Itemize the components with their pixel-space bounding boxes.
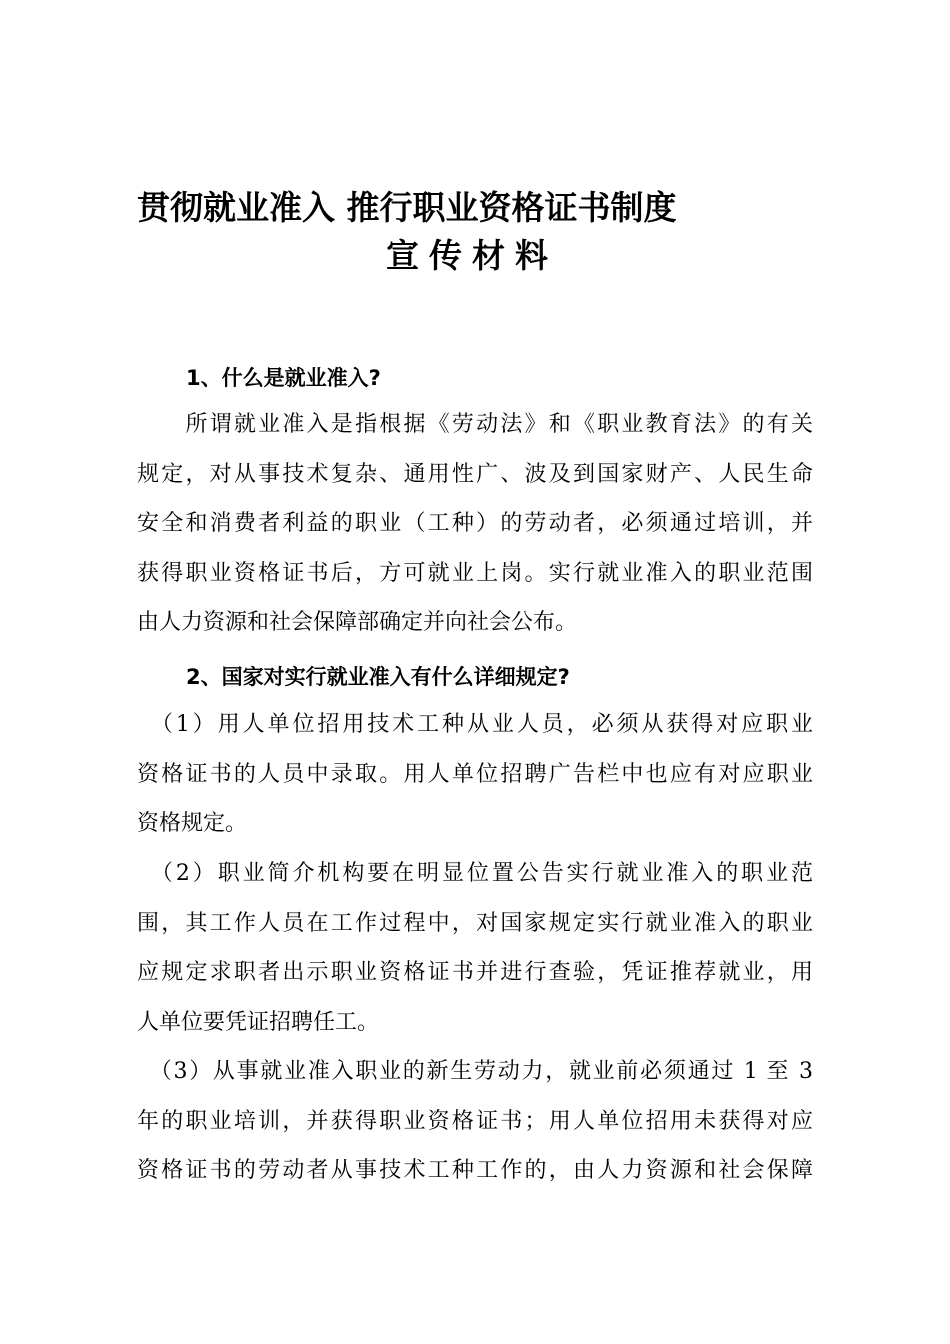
section-2-heading: 2、国家对实行就业准入有什么详细规定? (186, 665, 570, 689)
paragraph-line: 年的职业培训，并获得职业资格证书；用人单位招用未获得对应 (137, 1108, 813, 1134)
paragraph-line: 应规定求职者出示职业资格证书并进行查验，凭证推荐就业，用 (137, 960, 813, 985)
section-1-heading: 1、什么是就业准入? (186, 366, 381, 390)
paragraph-line: 获得职业资格证书后，方可就业上岗。实行就业准入的职业范围 (137, 560, 813, 586)
paragraph-line: 规定，对从事技术复杂、通用性广、波及到国家财产、人民生命 (137, 461, 813, 487)
paragraph-line: （1）用人单位招用技术工种从业人员，必须从获得对应职业 (137, 712, 813, 737)
paragraph-line: 资格证书的人员中录取。用人单位招聘广告栏中也应有对应职业 (137, 761, 813, 787)
document-title-line-1: 贯彻就业准入 推行职业资格证书制度 (137, 188, 677, 227)
paragraph-line: （3）从事就业准入职业的新生劳动力，就业前必须通过 1 至 3 (137, 1059, 813, 1084)
paragraph-line: 人单位要凭证招聘任工。 (137, 1009, 380, 1035)
document-title-line-2: 宣传材料 (386, 236, 558, 275)
paragraph-line: 所谓就业准入是指根据《劳动法》和《职业教育法》的有关 (137, 412, 813, 437)
paragraph-line: 资格规定。 (137, 811, 248, 836)
section-2-paragraph-2 (137, 849, 813, 1047)
paragraph-line: 安全和消费者利益的职业（工种）的劳动者，必须通过培训，并 (137, 511, 813, 536)
section-2-paragraph-1 (137, 700, 813, 849)
paragraph-line: （2）职业简介机构要在明显位置公告实行就业准入的职业范 (137, 861, 813, 886)
section-2-paragraph-3 (137, 1047, 813, 1196)
section-1-paragraph-1 (137, 400, 813, 648)
paragraph-line: 由人力资源和社会保障部确定并向社会公布。 (137, 610, 578, 635)
paragraph-line: 围，其工作人员在工作过程中，对国家规定实行就业准入的职业 (137, 910, 813, 936)
paragraph-line: 资格证书的劳动者从事技术工种工作的，由人力资源和社会保障 (137, 1158, 813, 1183)
